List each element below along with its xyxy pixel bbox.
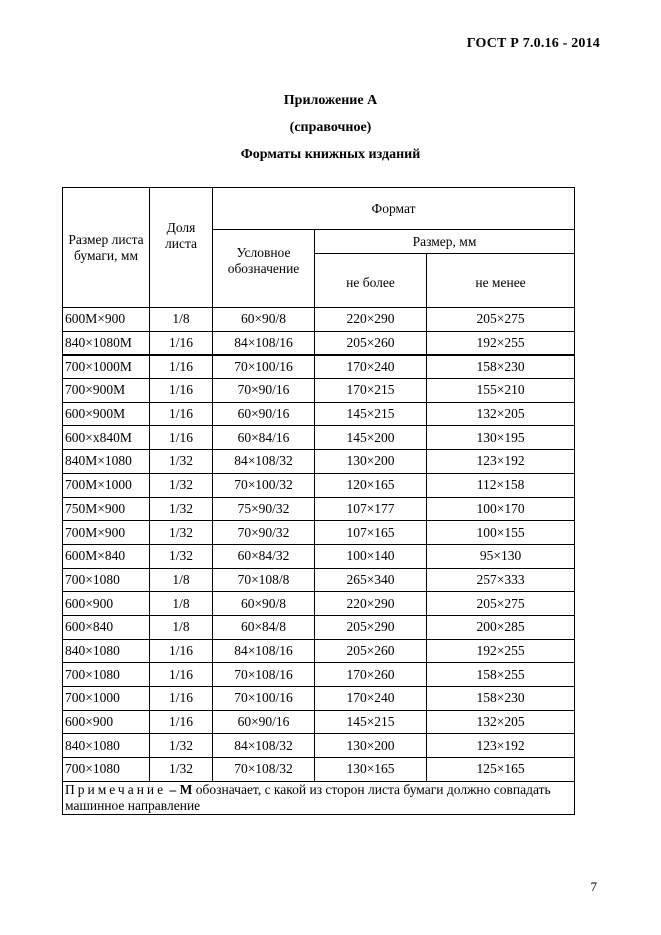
header-format: Формат xyxy=(213,188,575,230)
cell-paper-size: 840×1080 xyxy=(63,639,150,663)
cell-paper-size: 700×900М xyxy=(63,379,150,403)
cell-paper-size: 600×900М xyxy=(63,402,150,426)
cell-size-min: 123×192 xyxy=(427,734,575,758)
cell-sheet-share: 1/32 xyxy=(150,450,213,474)
cell-sheet-share: 1/16 xyxy=(150,402,213,426)
cell-sheet-share: 1/8 xyxy=(150,308,213,332)
cell-conventional: 60×90/8 xyxy=(213,592,315,616)
cell-sheet-share: 1/16 xyxy=(150,379,213,403)
cell-paper-size: 700М×900 xyxy=(63,521,150,545)
cell-paper-size: 700×1080 xyxy=(63,758,150,782)
cell-size-max: 107×177 xyxy=(315,497,427,521)
cell-sheet-share: 1/32 xyxy=(150,544,213,568)
cell-size-max: 107×165 xyxy=(315,521,427,545)
cell-paper-size: 600М×900 xyxy=(63,308,150,332)
cell-paper-size: 750М×900 xyxy=(63,497,150,521)
cell-paper-size: 700×1080 xyxy=(63,663,150,687)
cell-sheet-share: 1/16 xyxy=(150,355,213,379)
cell-paper-size: 700×1000 xyxy=(63,687,150,711)
cell-size-min: 95×130 xyxy=(427,544,575,568)
cell-conventional: 70×100/16 xyxy=(213,355,315,379)
cell-size-min: 257×333 xyxy=(427,568,575,592)
cell-conventional: 70×100/16 xyxy=(213,687,315,711)
cell-sheet-share: 1/16 xyxy=(150,331,213,355)
cell-size-min: 158×255 xyxy=(427,663,575,687)
table-row xyxy=(63,663,575,687)
cell-conventional: 60×84/16 xyxy=(213,426,315,450)
cell-sheet-share: 1/8 xyxy=(150,592,213,616)
cell-conventional: 70×90/16 xyxy=(213,379,315,403)
cell-size-max: 205×260 xyxy=(315,331,427,355)
cell-size-min: 123×192 xyxy=(427,450,575,474)
cell-size-max: 145×200 xyxy=(315,426,427,450)
table-row xyxy=(63,734,575,758)
formats-table xyxy=(62,187,575,815)
table-row xyxy=(63,473,575,497)
cell-conventional: 75×90/32 xyxy=(213,497,315,521)
cell-paper-size: 840×1080 xyxy=(63,734,150,758)
note-marker: М xyxy=(179,781,193,797)
cell-paper-size: 600×900 xyxy=(63,592,150,616)
table-row xyxy=(63,639,575,663)
table-row xyxy=(63,355,575,379)
cell-conventional: 60×84/32 xyxy=(213,544,315,568)
cell-size-max: 205×290 xyxy=(315,615,427,639)
cell-conventional: 70×100/32 xyxy=(213,473,315,497)
cell-size-max: 145×215 xyxy=(315,710,427,734)
cell-size-min: 158×230 xyxy=(427,355,575,379)
cell-paper-size: 700×1000М xyxy=(63,355,150,379)
cell-size-max: 170×240 xyxy=(315,687,427,711)
table-row xyxy=(63,592,575,616)
cell-size-min: 130×195 xyxy=(427,426,575,450)
cell-sheet-share: 1/16 xyxy=(150,710,213,734)
cell-size-min: 200×285 xyxy=(427,615,575,639)
cell-conventional: 70×108/32 xyxy=(213,758,315,782)
cell-sheet-share: 1/16 xyxy=(150,426,213,450)
document-code: ГОСТ Р 7.0.16 - 2014 xyxy=(466,36,600,51)
cell-paper-size: 600×840 xyxy=(63,615,150,639)
cell-conventional: 60×84/8 xyxy=(213,615,315,639)
cell-sheet-share: 1/8 xyxy=(150,615,213,639)
cell-size-min: 132×205 xyxy=(427,710,575,734)
cell-size-max: 130×165 xyxy=(315,758,427,782)
table-row xyxy=(63,687,575,711)
cell-size-max: 205×260 xyxy=(315,639,427,663)
appendix-title: Приложение А xyxy=(283,93,378,108)
cell-size-max: 170×260 xyxy=(315,663,427,687)
cell-paper-size: 840М×1080 xyxy=(63,450,150,474)
cell-conventional: 70×90/32 xyxy=(213,521,315,545)
cell-sheet-share: 1/32 xyxy=(150,473,213,497)
header-max: не более xyxy=(315,254,427,308)
cell-conventional: 60×90/8 xyxy=(213,308,315,332)
cell-size-min: 205×275 xyxy=(427,592,575,616)
cell-paper-size: 600×х840М xyxy=(63,426,150,450)
table-row xyxy=(63,402,575,426)
appendix-type: (справочное) xyxy=(289,120,372,135)
cell-paper-size: 840×1080М xyxy=(63,331,150,355)
cell-sheet-share: 1/16 xyxy=(150,639,213,663)
cell-size-max: 220×290 xyxy=(315,592,427,616)
header-sheet-share: Доля листа xyxy=(150,188,213,308)
cell-sheet-share: 1/16 xyxy=(150,687,213,711)
cell-sheet-share: 1/32 xyxy=(150,497,213,521)
cell-sheet-share: 1/32 xyxy=(150,521,213,545)
cell-size-max: 130×200 xyxy=(315,734,427,758)
cell-size-min: 205×275 xyxy=(427,308,575,332)
table-row xyxy=(63,379,575,403)
cell-sheet-share: 1/16 xyxy=(150,663,213,687)
note-dash: – xyxy=(166,781,180,797)
table-row xyxy=(63,544,575,568)
cell-conventional: 84×108/16 xyxy=(213,639,315,663)
cell-conventional: 70×108/16 xyxy=(213,663,315,687)
table-header xyxy=(63,188,575,308)
note-text: обозначает, с какой из сторон листа бумаги должно совпадать машинное направление xyxy=(65,781,551,813)
header-conventional: Условное обозначение xyxy=(213,230,315,308)
cell-conventional: 60×90/16 xyxy=(213,402,315,426)
table-row xyxy=(63,497,575,521)
cell-size-min: 112×158 xyxy=(427,473,575,497)
table-row xyxy=(63,331,575,355)
cell-conventional: 84×108/32 xyxy=(213,450,315,474)
cell-size-max: 145×215 xyxy=(315,402,427,426)
table-row xyxy=(63,615,575,639)
header-size-mm: Размер, мм xyxy=(315,230,575,254)
page-number: 7 xyxy=(590,879,597,894)
table-row xyxy=(63,308,575,332)
cell-size-min: 192×255 xyxy=(427,639,575,663)
cell-size-min: 132×205 xyxy=(427,402,575,426)
table-row xyxy=(63,758,575,782)
cell-size-max: 220×290 xyxy=(315,308,427,332)
cell-conventional: 60×90/16 xyxy=(213,710,315,734)
table-body xyxy=(63,308,575,782)
table-row xyxy=(63,568,575,592)
note-label: Примечание xyxy=(65,781,167,797)
table-title: Форматы книжных изданий xyxy=(240,147,421,162)
cell-sheet-share: 1/8 xyxy=(150,568,213,592)
cell-size-max: 265×340 xyxy=(315,568,427,592)
cell-paper-size: 600×900 xyxy=(63,710,150,734)
header-paper-size: Размер листа бумаги, мм xyxy=(63,188,150,308)
cell-size-max: 130×200 xyxy=(315,450,427,474)
cell-sheet-share: 1/32 xyxy=(150,734,213,758)
cell-size-min: 125×165 xyxy=(427,758,575,782)
cell-size-min: 158×230 xyxy=(427,687,575,711)
cell-size-min: 155×210 xyxy=(427,379,575,403)
cell-paper-size: 600М×840 xyxy=(63,544,150,568)
cell-size-min: 100×170 xyxy=(427,497,575,521)
cell-size-max: 120×165 xyxy=(315,473,427,497)
table-row xyxy=(63,450,575,474)
cell-paper-size: 700×1080 xyxy=(63,568,150,592)
cell-conventional: 70×108/8 xyxy=(213,568,315,592)
header-min: не менее xyxy=(427,254,575,308)
table-row xyxy=(63,521,575,545)
cell-size-max: 100×140 xyxy=(315,544,427,568)
cell-size-max: 170×215 xyxy=(315,379,427,403)
cell-conventional: 84×108/16 xyxy=(213,331,315,355)
table-row xyxy=(63,426,575,450)
table-note xyxy=(63,781,575,814)
cell-paper-size: 700М×1000 xyxy=(63,473,150,497)
cell-size-max: 170×240 xyxy=(315,355,427,379)
cell-conventional: 84×108/32 xyxy=(213,734,315,758)
table-row xyxy=(63,710,575,734)
cell-size-min: 100×155 xyxy=(427,521,575,545)
cell-sheet-share: 1/32 xyxy=(150,758,213,782)
cell-size-min: 192×255 xyxy=(427,331,575,355)
